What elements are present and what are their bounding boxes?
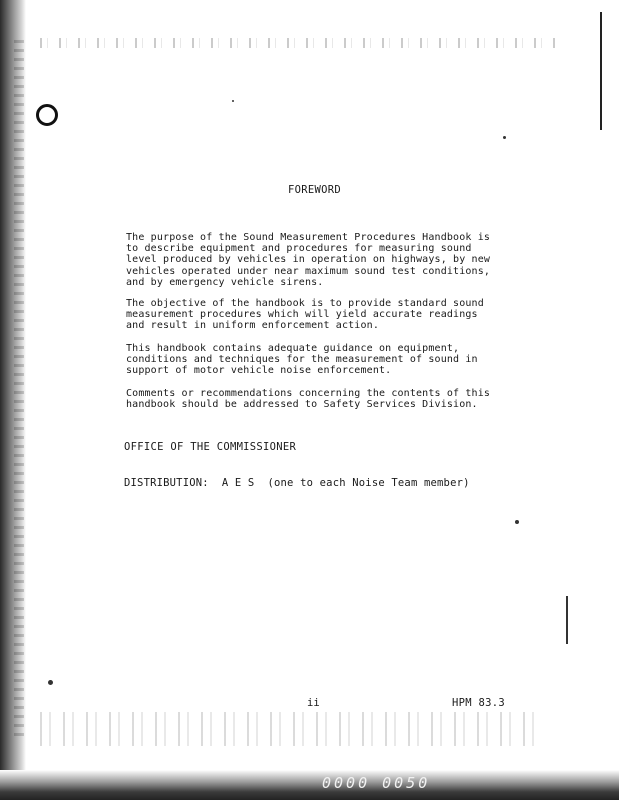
scan-speck [503, 136, 506, 139]
scan-speck [515, 520, 519, 524]
issuing-office: OFFICE OF THE COMMISSIONER [124, 441, 297, 453]
scan-speck [232, 100, 234, 102]
scan-stamp: 0000 0050 [322, 774, 431, 792]
scan-speck [48, 680, 53, 685]
paragraph-comments: Comments or recommendations concerning the contents of this handbook should be addressed to Safety Services Division. [126, 388, 491, 411]
scan-line-right-lower [566, 596, 568, 644]
binder-hole [36, 104, 58, 126]
paragraph-purpose: The purpose of the Sound Measurement Procedures Handbook is to describe equipment and procedures for measuring sound level produced by vehicles in operation on highways, by new vehicles operated under near maximum sound test conditions, and by emergency vehicle sirens. [126, 232, 491, 288]
distribution-line: DISTRIBUTION: A E S (one to each Noise Team member) [124, 477, 470, 489]
scan-edge-bottom [0, 770, 619, 800]
page-heading: FOREWORD [288, 184, 341, 196]
scan-line-right [600, 12, 602, 130]
paragraph-objective: The objective of the handbook is to provide standard sound measurement procedures which will yield accurate readings and result in uniform enforcement action. [126, 298, 484, 332]
scan-noise-top [40, 38, 560, 48]
paragraph-guidance: This handbook contains adequate guidance on equipment, conditions and techniques for the measurement of sound in support of motor vehicle noise enforcement. [126, 343, 478, 377]
page-number: ii [307, 697, 320, 709]
scan-noise-bottom [40, 712, 540, 746]
scan-edge-noise [14, 40, 24, 740]
document-id: HPM 83.3 [452, 697, 505, 709]
